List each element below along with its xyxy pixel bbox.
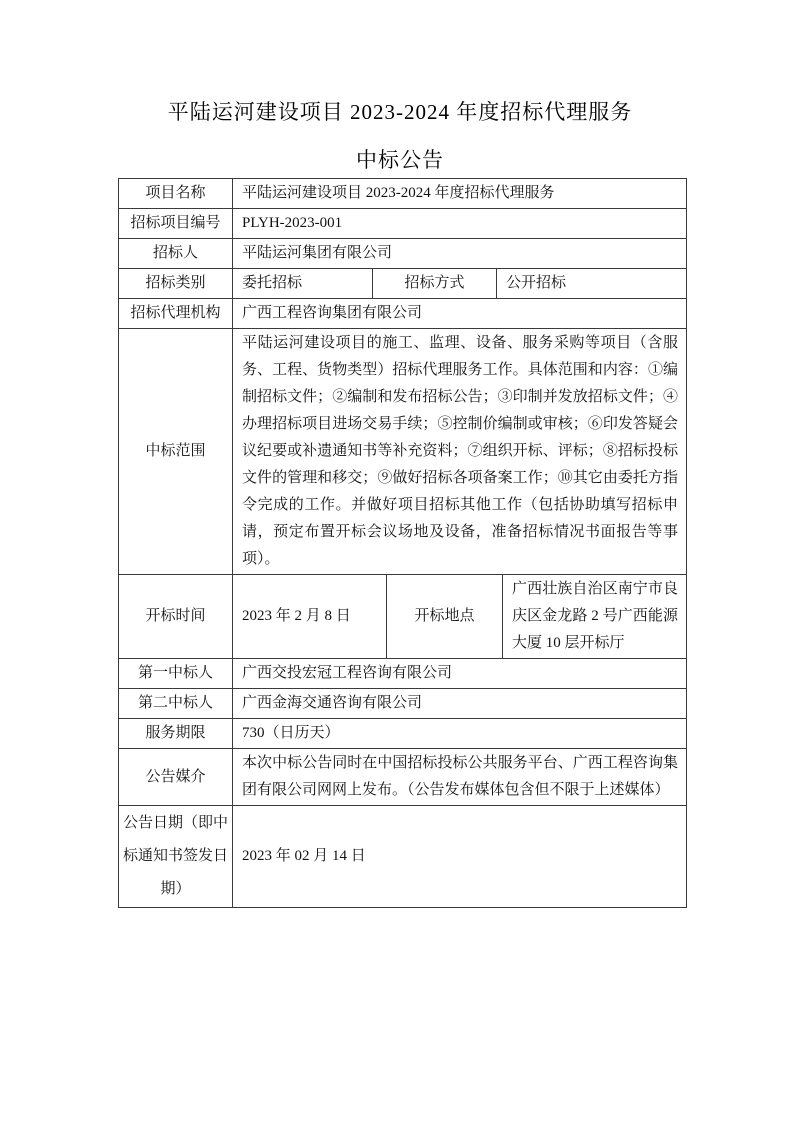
field-value: PLYH-2023-001: [242, 215, 343, 231]
field-label: 招标类别: [119, 269, 233, 298]
field-value: 广西金海交通咨询有限公司: [242, 695, 423, 711]
field-label: 招标代理机构: [119, 299, 233, 328]
table-row: [119, 575, 686, 659]
table-row: [119, 209, 686, 239]
field-value: 平陆运河建设项目的施工、监理、设备、服务采购等项目（含服务、工程、货物类型）招标代理服务工作。具体范围和内容：①编制招标文件；②编制和发布招标公告；③印制并发放招标文件；④办理招标项目进场交易手续；⑤控制价编制或审核；⑥印发答疑会议纪要或补遗通知书等补充资料；⑦组织开标、评标；⑧招标投标文件的管理和移交；⑨做好招标各项备案工作；⑩其它由委托方指令完成的工作。并做好项目招标其他工作（包括协助填写招标申请，预定布置开标会议场地及设备，准备招标情况书面报告等事项）。: [242, 335, 678, 567]
table-row: [119, 269, 686, 299]
table-row: [119, 719, 686, 749]
field-label: 招标项目编号: [119, 209, 233, 238]
table-row: [119, 659, 686, 689]
field-value: 公开招标: [506, 275, 567, 291]
field-value: 广西壮族自治区南宁市良庆区金龙路 2 号广西能源大厦 10 层开标厅: [512, 581, 678, 651]
field-label: 公告日期（即中标通知书签发日期）: [119, 806, 233, 907]
table-row: [119, 806, 686, 907]
field-label: 第二中标人: [119, 689, 233, 718]
field-label: 开标时间: [119, 575, 233, 658]
table-row: [119, 689, 686, 719]
title-line-1: 平陆运河建设项目 2023-2024 年度招标代理服务: [167, 100, 633, 124]
field-label: 中标范围: [119, 329, 233, 574]
announcement-table: [118, 178, 687, 908]
field-label: 服务期限: [119, 719, 233, 748]
field-value: 广西工程咨询集团有限公司: [242, 305, 423, 321]
document-title: [0, 88, 800, 184]
field-label: 第一中标人: [119, 659, 233, 688]
table-row: [119, 179, 686, 209]
table-row: [119, 749, 686, 806]
field-value: 本次中标公告同时在中国招标投标公共服务平台、广西工程咨询集团有限公司网网上发布。（公告发布媒体包含但不限于上述媒体）: [242, 755, 678, 798]
table-row: [119, 329, 686, 575]
field-label: 招标人: [119, 239, 233, 268]
field-value: 平陆运河建设项目 2023-2024 年度招标代理服务: [242, 185, 555, 201]
field-value: 2023 年 2 月 8 日: [233, 575, 387, 658]
field-value: 730（日历天）: [242, 725, 340, 741]
field-value: 2023 年 02 月 14 日: [242, 848, 366, 864]
field-value: 广西交投宏冠工程咨询有限公司: [242, 665, 453, 681]
field-value: 委托招标: [233, 269, 373, 298]
field-label: 招标方式: [373, 269, 497, 298]
field-label: 开标地点: [387, 575, 503, 658]
field-value: 平陆运河集团有限公司: [242, 245, 393, 261]
field-label: 公告媒介: [119, 749, 233, 805]
table-row: [119, 239, 686, 269]
table-row: [119, 299, 686, 329]
field-label: 项目名称: [119, 179, 233, 208]
title-line-2: 中标公告: [356, 148, 444, 172]
